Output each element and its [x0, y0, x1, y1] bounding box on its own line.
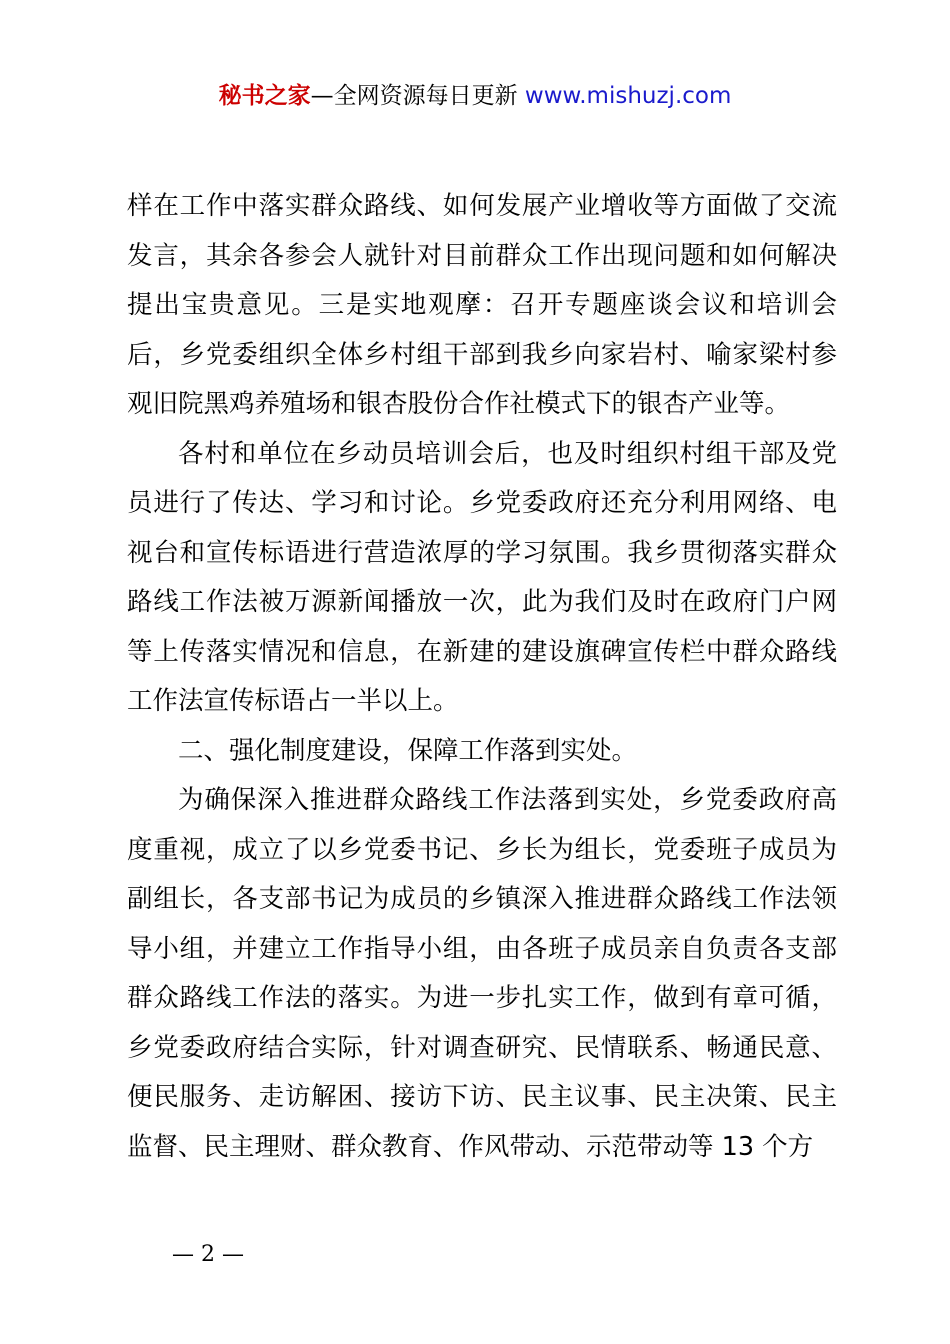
paragraph: 为确保深入推进群众路线工作法落到实处，乡党委政府高度重视，成立了以乡党委书记、乡长为组长，党委班子成员为副组长，各支部书记为成员的乡镇深入推进群众路线工作法领导小组，并建立工作指导小组，由各班子成员亲自负责各支部群众路线工作法的落实。为进一步扎实工作，做到有章可循，乡党委政府结合实际，针对调查研究、民情联系、畅通民意、便民服务、走访解困、接访下访、民主议事、民主决策、民主监督、民主理财、群众教育、作风带动、示范带动等 13 个方	[127, 785, 837, 1162]
page-number: — 2 —	[172, 1242, 244, 1267]
paragraph-continuation: 样在工作中落实群众路线、如何发展产业增收等方面做了交流发言，其余各参会人就针对目前群众工作出现问题和如何解决提出宝贵意见。三是实地观摩：召开专题座谈会议和培训会后，乡党委组织全体乡村组干部到我乡向家岩村、喻家梁村参观旧院黑鸡养殖场和银杏股份合作社模式下的银杏产业等。	[127, 191, 837, 419]
paragraph: 各村和单位在乡动员培训会后，也及时组织村组干部及党员进行了传达、学习和讨论。乡党委政府还充分利用网络、电视台和宣传标语进行营造浓厚的学习氛围。我乡贯彻落实群众路线工作法被万源新闻播放一次，此为我们及时在政府门户网等上传落实情况和信息，在新建的建设旗碑宣传栏中群众路线工作法宣传标语占一半以上。	[127, 438, 837, 716]
site-tagline: —全网资源每日更新	[310, 83, 525, 109]
section-heading: 二、强化制度建设，保障工作落到实处。	[178, 735, 638, 766]
site-url-link[interactable]: www.mishuzj.com	[524, 83, 732, 109]
document-body	[127, 182, 837, 1172]
site-header	[0, 80, 950, 112]
site-brand: 秘书之家	[218, 83, 311, 109]
